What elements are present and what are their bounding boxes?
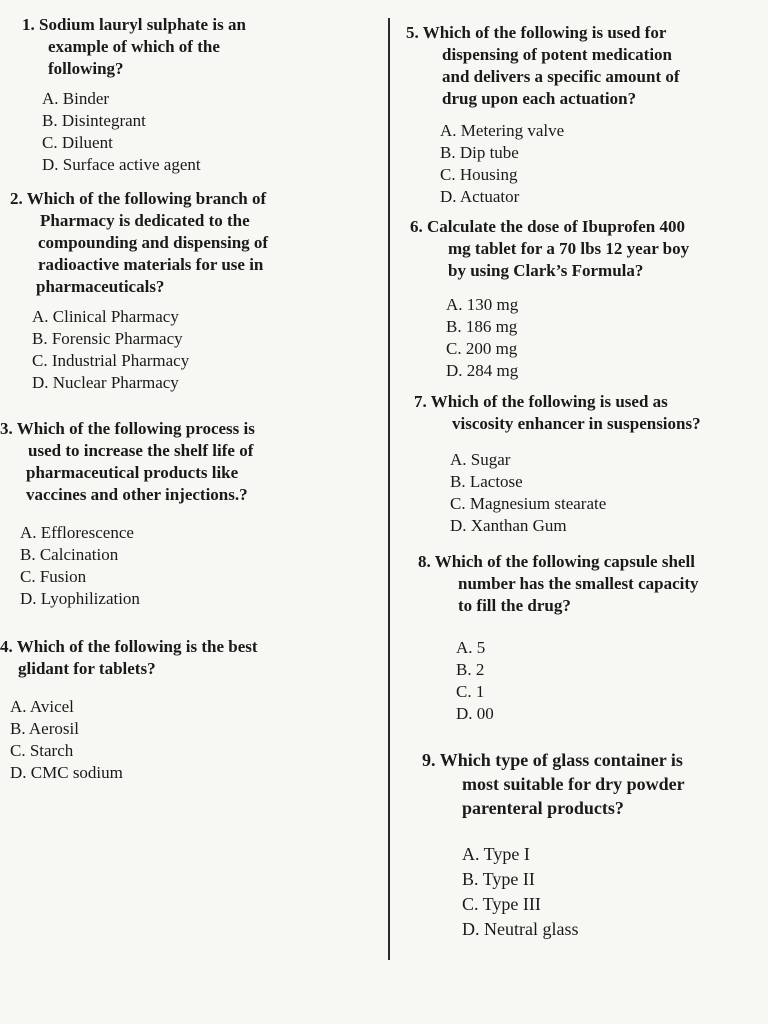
stem-line: Which of the following branch of (26, 189, 267, 208)
option: D. Nuclear Pharmacy (32, 373, 179, 392)
question-3 (0, 418, 255, 610)
option: C. Magnesium stearate (450, 494, 607, 513)
question-5 (406, 22, 680, 208)
question-number: 7. (414, 392, 427, 411)
stem-line: Sodium lauryl sulphate is an (39, 15, 246, 34)
question-9 (422, 748, 685, 942)
option: A. Binder (42, 89, 110, 108)
column-divider (388, 18, 390, 960)
option: A. Efflorescence (20, 523, 134, 542)
stem-line: compounding and dispensing of (38, 233, 269, 252)
stem-line: Which of the following is the best (16, 637, 258, 656)
stem-line: drug upon each actuation? (442, 89, 637, 108)
question-2 (10, 188, 268, 394)
option: B. Dip tube (440, 143, 519, 162)
question-number: 2. (10, 189, 23, 208)
option: C. Fusion (20, 567, 87, 586)
option: C. Starch (10, 741, 74, 760)
option: B. 186 mg (446, 317, 518, 336)
stem-line: to fill the drug? (458, 596, 571, 615)
question-stem (0, 636, 258, 680)
options-list (414, 449, 701, 537)
question-4 (0, 636, 258, 784)
option: A. Clinical Pharmacy (32, 307, 179, 326)
stem-line: parenteral products? (462, 798, 624, 818)
question-stem (422, 748, 685, 820)
question-number: 3. (0, 419, 13, 438)
option: C. Housing (440, 165, 518, 184)
stem-line: Which of the following process is (16, 419, 255, 438)
stem-line: used to increase the shelf life of (28, 441, 254, 460)
stem-line: by using Clark’s Formula? (448, 261, 644, 280)
options-list (410, 294, 689, 382)
stem-line: example of which of the (48, 37, 220, 56)
option: D. Lyophilization (20, 589, 140, 608)
option: B. Calcination (20, 545, 119, 564)
option: A. 5 (456, 638, 486, 657)
option: C. 200 mg (446, 339, 518, 358)
options-list (418, 637, 699, 725)
option: B. Forensic Pharmacy (32, 329, 183, 348)
option: A. Metering valve (440, 121, 565, 140)
option: B. Lactose (450, 472, 523, 491)
option: A. 130 mg (446, 295, 519, 314)
option: A. Avicel (10, 697, 74, 716)
option: C. Diluent (42, 133, 113, 152)
question-stem (418, 551, 699, 617)
options-list (406, 120, 680, 208)
option: A. Type I (462, 844, 530, 864)
stem-line: Which of the following capsule shell (434, 552, 695, 571)
option: D. 00 (456, 704, 494, 723)
option: D. CMC sodium (10, 763, 123, 782)
option: D. Actuator (440, 187, 520, 206)
question-number: 5. (406, 23, 419, 42)
stem-line: pharmaceuticals? (36, 277, 165, 296)
stem-line: Which of the following is used for (422, 23, 667, 42)
question-number: 8. (418, 552, 431, 571)
option: B. Disintegrant (42, 111, 146, 130)
options-list (0, 522, 255, 610)
stem-line: following? (48, 59, 124, 78)
options-list (22, 88, 246, 176)
question-number: 6. (410, 217, 423, 236)
option: C. 1 (456, 682, 485, 701)
stem-line: pharmaceutical products like (26, 463, 239, 482)
question-stem (0, 418, 255, 506)
question-1 (22, 14, 246, 176)
stem-line: Pharmacy is dedicated to the (40, 211, 250, 230)
question-stem (410, 216, 689, 282)
options-list (422, 842, 685, 942)
stem-line: Which type of glass container is (439, 750, 683, 770)
stem-line: dispensing of potent medication (442, 45, 672, 64)
question-stem (414, 391, 701, 435)
question-6 (410, 216, 689, 382)
option: D. Xanthan Gum (450, 516, 567, 535)
stem-line: and delivers a specific amount of (442, 67, 680, 86)
question-8 (418, 551, 699, 725)
option: D. 284 mg (446, 361, 519, 380)
option: A. Sugar (450, 450, 511, 469)
question-number: 4. (0, 637, 13, 656)
option: C. Type III (462, 894, 541, 914)
question-stem (406, 22, 680, 110)
stem-line: viscosity enhancer in suspensions? (452, 414, 701, 433)
stem-line: Calculate the dose of Ibuprofen 400 (427, 217, 685, 236)
options-list (10, 306, 268, 394)
option: D. Neutral glass (462, 919, 579, 939)
question-number: 9. (422, 750, 436, 770)
question-7 (414, 391, 701, 537)
option: D. Surface active agent (42, 155, 201, 174)
stem-line: radioactive materials for use in (38, 255, 264, 274)
option: B. Type II (462, 869, 535, 889)
question-stem (22, 14, 246, 80)
stem-line: glidant for tablets? (18, 659, 156, 678)
option: B. Aerosil (10, 719, 79, 738)
option: B. 2 (456, 660, 485, 679)
stem-line: Which of the following is used as (430, 392, 668, 411)
stem-line: most suitable for dry powder (462, 774, 685, 794)
option: C. Industrial Pharmacy (32, 351, 190, 370)
stem-line: number has the smallest capacity (458, 574, 699, 593)
question-number: 1. (22, 15, 35, 34)
options-list (0, 696, 258, 784)
stem-line: mg tablet for a 70 lbs 12 year boy (448, 239, 690, 258)
question-stem (10, 188, 268, 298)
stem-line: vaccines and other injections.? (26, 485, 248, 504)
